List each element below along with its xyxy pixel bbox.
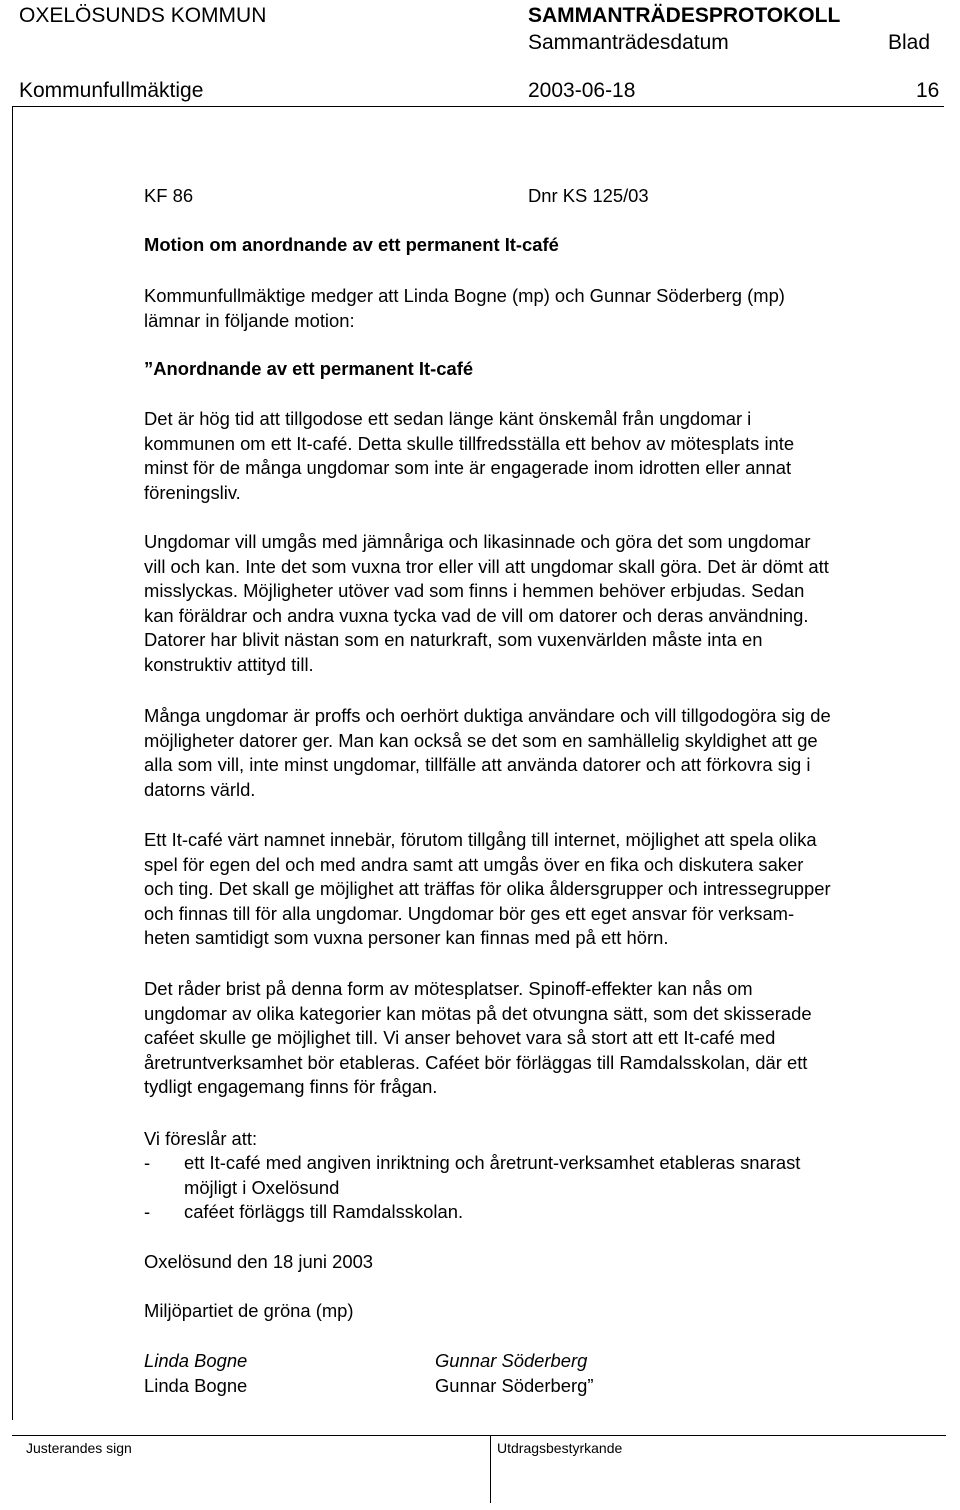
text-line: misslyckas. Möjligheter utöver vad som finns i hemmen behöver erbjudas. Sedan <box>144 580 805 602</box>
motion-paragraph-4 <box>144 828 944 951</box>
place-and-date: Oxelösund den 18 juni 2003 <box>144 1251 374 1272</box>
header-divider <box>12 106 944 107</box>
text-line: vill och kan. Inte det som vuxna tror eller vill att ungdomar skall göra. Det är dömt att <box>144 555 829 577</box>
text-line: Kommunfullmäktige medger att Linda Bogne (mp) och Gunnar Söderberg (mp) <box>144 285 785 306</box>
text-line: minst för de många ungdomar som inte är engagerade inom idrotten eller annat <box>144 457 792 479</box>
list-bullet: - <box>144 1152 151 1173</box>
text-line: lämnar in följande motion: <box>144 309 355 331</box>
text-line: möjligheter datorer ger. Man kan också se det som en samhällelig skyldighet att ge <box>144 729 818 751</box>
text-line: ungdomar av olika kategorier kan mötas på det otvungna sätt, som det skisserade <box>144 1002 812 1024</box>
text-line: Datorer har blivit nästan som en naturkraft, som vuxenvärlden måste inta en <box>144 629 763 651</box>
text-line: och ting. Det skall ge möjlighet att träffas för olika åldersgrupper och intressegrupper <box>144 878 831 900</box>
document-type: SAMMANTRÄDESPROTOKOLL <box>528 4 841 27</box>
page-number: 16 <box>916 79 940 102</box>
text-line: kan föräldrar och andra vuxna tycka vad de vill om datorer och deras användning. <box>144 604 809 626</box>
text-line: kommunen om ett It-café. Detta skulle tillfredsställa ett behov av mötesplats inte <box>144 432 795 454</box>
text-line: och finnas till för alla ungdomar. Ungdomar bör ges ett eget ansvar för verksam- <box>144 902 795 924</box>
text-line: möjligt i Oxelösund <box>184 1176 340 1198</box>
motion-heading: ”Anordnande av ett permanent It-café <box>144 358 474 379</box>
text-line: ett It-café med angiven inriktning och åretrunt-verksamhet etableras snarast <box>184 1152 801 1173</box>
proposal-list <box>144 1151 944 1225</box>
text-line: datorns värld. <box>144 778 256 800</box>
printed-name-2: Gunnar Söderberg” <box>435 1375 594 1396</box>
list-item <box>144 1151 944 1200</box>
text-line: tydligt engagemang finns för frågan. <box>144 1076 438 1098</box>
motion-paragraph-1 <box>144 407 944 505</box>
text-line: Det råder brist på denna form av mötesplatser. Spinoff-effekter kan nås om <box>144 978 753 999</box>
text-line: alla som vill, inte minst ungdomar, tillfälle att använda datorer och att förkovra sig i <box>144 754 811 776</box>
motion-paragraph-2 <box>144 530 944 678</box>
case-intro <box>144 284 944 333</box>
list-bullet: - <box>144 1201 151 1223</box>
signature-2: Gunnar Söderberg <box>435 1350 588 1371</box>
motion-paragraph-5 <box>144 977 944 1100</box>
date-label: Sammanträdesdatum <box>528 31 729 54</box>
footer-extract-label: Utdragsbestyrkande <box>497 1440 623 1456</box>
printed-name-1: Linda Bogne <box>144 1375 248 1396</box>
organization-name: OXELÖSUNDS KOMMUN <box>19 4 267 27</box>
text-line: Ungdomar vill umgås med jämnåriga och likasinnade och göra det som ungdomar <box>144 531 811 552</box>
text-line: heten samtidigt som vuxna personer kan finnas med på ett hörn. <box>144 927 669 949</box>
text-line: spel för egen del och med andra samt att umgås över en fika och diskutera saker <box>144 853 804 875</box>
proposal-intro: Vi föreslår att: <box>144 1128 258 1149</box>
text-line: Ett It-café värt namnet innebär, förutom tillgång till internet, möjlighet att spela olika <box>144 829 817 850</box>
footer-initials-label: Justerandes sign <box>26 1440 132 1456</box>
meeting-date: 2003-06-18 <box>528 79 636 102</box>
text-line: caféet förläggs till Ramdalsskolan. <box>184 1201 464 1223</box>
page-label: Blad <box>888 31 931 54</box>
text-line: Många ungdomar är proffs och oerhört duktiga användare och vill tillgodogöra sig de <box>144 705 831 726</box>
party-name: Miljöpartiet de gröna (mp) <box>144 1300 354 1321</box>
footer-divider <box>12 1435 946 1436</box>
case-number: Dnr KS 125/03 <box>528 185 649 206</box>
paragraph-number: KF 86 <box>144 185 194 206</box>
meeting-body: Kommunfullmäktige <box>19 79 204 102</box>
signature-1: Linda Bogne <box>144 1350 248 1371</box>
text-line: Det är hög tid att tillgodose ett sedan länge känt önskemål från ungdomar i <box>144 408 752 429</box>
text-line: föreningsliv. <box>144 481 241 503</box>
text-line: åretruntverksamhet bör etableras. Caféet bör förläggas till Ramdalsskolan, där ett <box>144 1051 808 1073</box>
text-line: konstruktiv attityd till. <box>144 653 314 675</box>
footer-column-divider <box>490 1435 491 1503</box>
case-title: Motion om anordnande av ett permanent It-café <box>144 234 559 255</box>
text-line: caféet skulle ge möjlighet till. Vi anser behovet vara så stort att ett It-café med <box>144 1027 776 1049</box>
left-margin-rule <box>12 106 13 1420</box>
list-item <box>144 1200 944 1225</box>
motion-paragraph-3 <box>144 704 944 802</box>
